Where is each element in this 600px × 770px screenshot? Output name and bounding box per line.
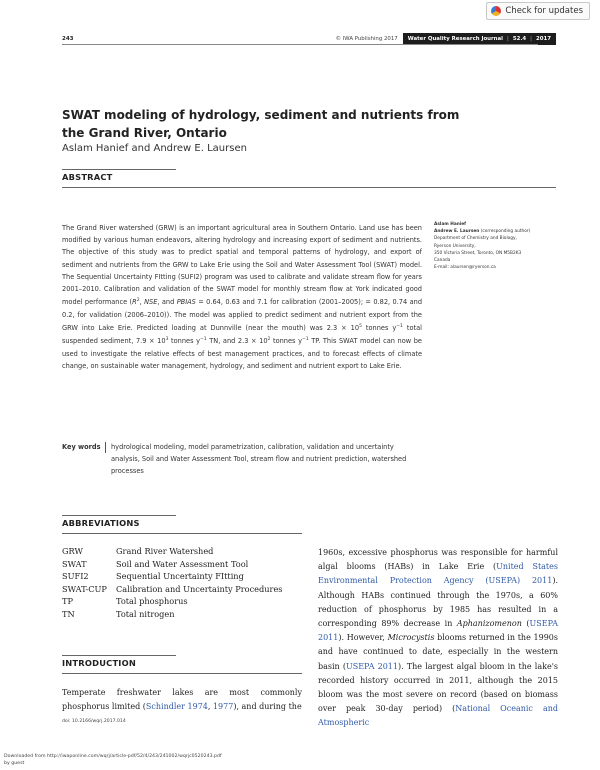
crossmark-icon — [491, 6, 501, 16]
paper-title: SWAT modeling of hydrology, sediment and nutrients from the Grand River, Ontario — [62, 108, 460, 140]
author-email[interactable]: E-mail: alaursen@ryerson.ca — [434, 265, 496, 271]
journal-volume: 52.4 — [512, 36, 527, 42]
abbreviations-rule-top — [62, 515, 176, 516]
keywords-label: Key words — [62, 443, 101, 451]
table-row: TP Total phosphorus — [62, 596, 188, 607]
download-footer: Downloaded from http://iwaponline.com/wqrj/article-pdf/52/4/243/241002/wqrjc0520243.pdf by guest — [4, 754, 222, 766]
abstract-rule-top — [62, 169, 176, 170]
authors: Aslam Hanief and Andrew E. Laursen — [62, 143, 247, 154]
header-divider — [62, 44, 538, 45]
table-row: SUFI2 Sequential Uncertainty FItting — [62, 571, 244, 582]
table-row: SWAT-CUP Calibration and Uncertainty Procedures — [62, 583, 283, 594]
right-column-body: 1960s, excessive phosphorus was responsible for harmful algal blooms (HABs) in Lake Erie (United States Environmental Protection Agency (USEPA) 2011). Although HABs continued through the 1970s, a 60% reduction of phosphorus by 1985 has resulted in a corresponding 89% decrease in Aphanizomenon (USEPA 2011). However, Microcystis blooms returned in the 1990s and have continued to date, especially in the western basin (USEPA 2011). The largest algal bloom in the lake's recorded history occurred in 2011, although the 2015 bloom was the most severe on record (based on biomass over peak 30-day period) (National Oceanic and Atmospheric — [318, 548, 559, 728]
citation-link[interactable]: Schindler 1974 — [145, 702, 208, 712]
abstract-rule-bottom — [62, 187, 556, 188]
keywords — [62, 441, 422, 478]
introduction-rule-bottom — [62, 673, 302, 674]
table-row: TN Total nitrogen — [62, 608, 175, 619]
table-row: GRW Grand River Watershed — [62, 546, 214, 556]
abstract-body: The Grand River watershed (GRW) is an important agricultural area in Southern Ontario. Land use has been modified by various human endeavors, altering hydrology and increasing export of sediment and nutrients. The objective of this study was to predict spatial and temporal patterns of hydrology, and export of sediment and nutrients from the GRW to Lake Erie using the Soil and Water Assessment Tool (SWAT) model. The Sequential Uncertainty FItting (SUFI2) program was used to calibrate and validate stream flow for years 2001–2010. Calibration and validation of the SWAT model for monthly stream flow at York indicated good model performance ($R^2$, NSE, and PBIAS = 0.64, 0.63 and 7.1 for calibration (2001–2005); = 0.82, 0.74 and 0.2, for validation (2006–2010)). The model was applied to predict sediment and nutrient export from the GRW into Lake Erie. Predicted loading at Dunnville (near the mouth) was $2.3 \times 10^5$ tonnes $y^{-1}$ total suspended sediment, $7.9 \times 10^3$ tonnes $y^{-1}$ TN, and $2.3 \times 10^2$ tonnes $y^{-1}$ TP. This SWAT model can now be used to investigate the relative effects of best management practices, and to forecast effects of climate change, on sustainable water management, hydrology, and sediment and nutrient export to Lake Erie. — [62, 224, 422, 370]
keywords-divider — [105, 442, 106, 453]
introduction-body: Temperate freshwater lakes are most commonly phosphorus limited (Schindler 1974, 1977), and during the — [62, 688, 302, 712]
publisher: © IWA Publishing 2017 — [335, 36, 398, 42]
doi[interactable]: doi: 10.2166/wqrj.2017.014 — [62, 719, 126, 724]
citation-link[interactable]: USEPA 2011 — [318, 619, 559, 643]
page-number: 243 — [62, 36, 74, 42]
citation-link[interactable]: USEPA 2011 — [345, 661, 398, 671]
abbreviations-rule-bottom — [62, 533, 302, 534]
abstract-heading: ABSTRACT — [62, 172, 113, 182]
journal-name: Water Quality Research Journal — [407, 36, 504, 42]
table-row: SWAT Soil and Water Assessment Tool — [62, 558, 249, 569]
introduction-rule-top — [62, 655, 176, 656]
author-info: Aslam Hanief Andrew E. Laursen (corresponding author) Department of Chemistry and Biology, Ryerson University, 350 Victoria Street, Toronto, ON M5B2K3 Canada E-mail: alaursen@ryerson.ca — [434, 221, 574, 271]
citation-link[interactable]: 1977 — [212, 702, 234, 712]
journal-block: Water Quality Research Journal | 52.4 | 2017 — [403, 33, 556, 45]
introduction-heading: INTRODUCTION — [62, 658, 136, 668]
citation-link[interactable]: National Oceanic and Atmospheric — [318, 704, 558, 728]
abbreviations-table — [62, 546, 283, 622]
abbreviations-heading: ABBREVIATIONS — [62, 518, 140, 528]
check-for-updates-label: Check for updates — [505, 6, 583, 16]
journal-year: 2017 — [535, 36, 551, 42]
keywords-text: hydrological modeling, model parametrization, calibration, validation and uncertainty analysis, Soil and Water Assessment Tool, stream flow and nutrient prediction, watershed processes — [111, 443, 407, 476]
check-for-updates-button[interactable] — [486, 2, 590, 20]
citation-link[interactable]: United States Environmental Protection Agency (USEPA) 2011 — [318, 562, 558, 586]
